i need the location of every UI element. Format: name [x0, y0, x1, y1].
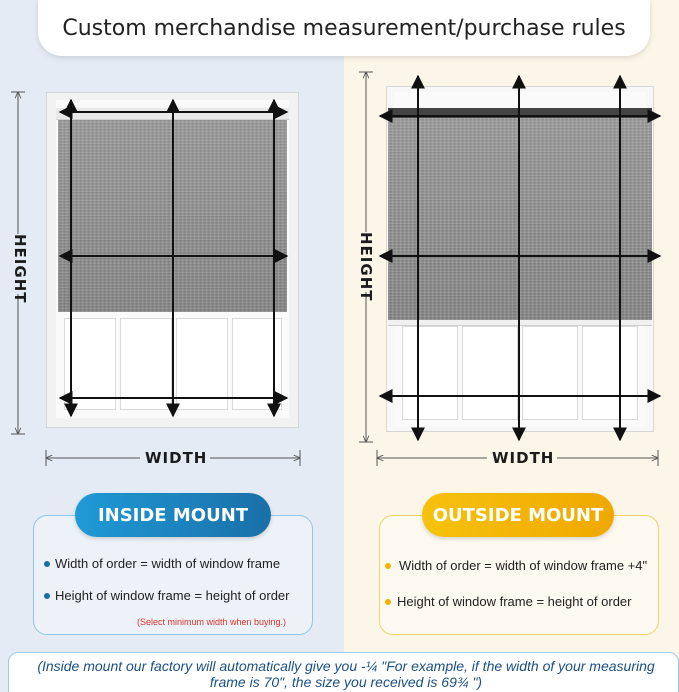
- inside-min-width-note: (Select minimum width when buying.): [137, 617, 287, 627]
- inside-rule-width: Width of order = width of window frame: [55, 556, 281, 571]
- inside-mount-badge: [75, 493, 271, 537]
- inside-mount-badge-label: INSIDE MOUNT: [97, 504, 249, 526]
- inside-height-label: HEIGHT: [11, 234, 29, 304]
- bullet-icon: [44, 561, 50, 567]
- inside-width-label: WIDTH: [145, 449, 208, 467]
- footer-note: (Inside mount our factory will automatically give you -¼ "For example, if the width of your measuring frame is 70", the size you received is 69¾ "): [37, 658, 655, 690]
- outside-rule-height: Height of window frame = height of order: [397, 594, 632, 609]
- footer-note-box: [8, 652, 679, 692]
- outside-mount-badge-label: OUTSIDE MOUNT: [432, 504, 604, 526]
- outside-mount-badge: [422, 493, 614, 537]
- bullet-icon: [385, 599, 391, 605]
- outside-rule-width: Width of order = width of window frame +4": [399, 558, 648, 573]
- outside-width-label: WIDTH: [492, 449, 555, 467]
- outside-height-label: HEIGHT: [357, 232, 375, 302]
- page-title: Custom merchandise measurement/purchase rules: [62, 15, 626, 41]
- inside-rule-height: Height of window frame = height of order: [55, 588, 290, 603]
- bullet-icon: [44, 593, 50, 599]
- bullet-icon: [385, 563, 391, 569]
